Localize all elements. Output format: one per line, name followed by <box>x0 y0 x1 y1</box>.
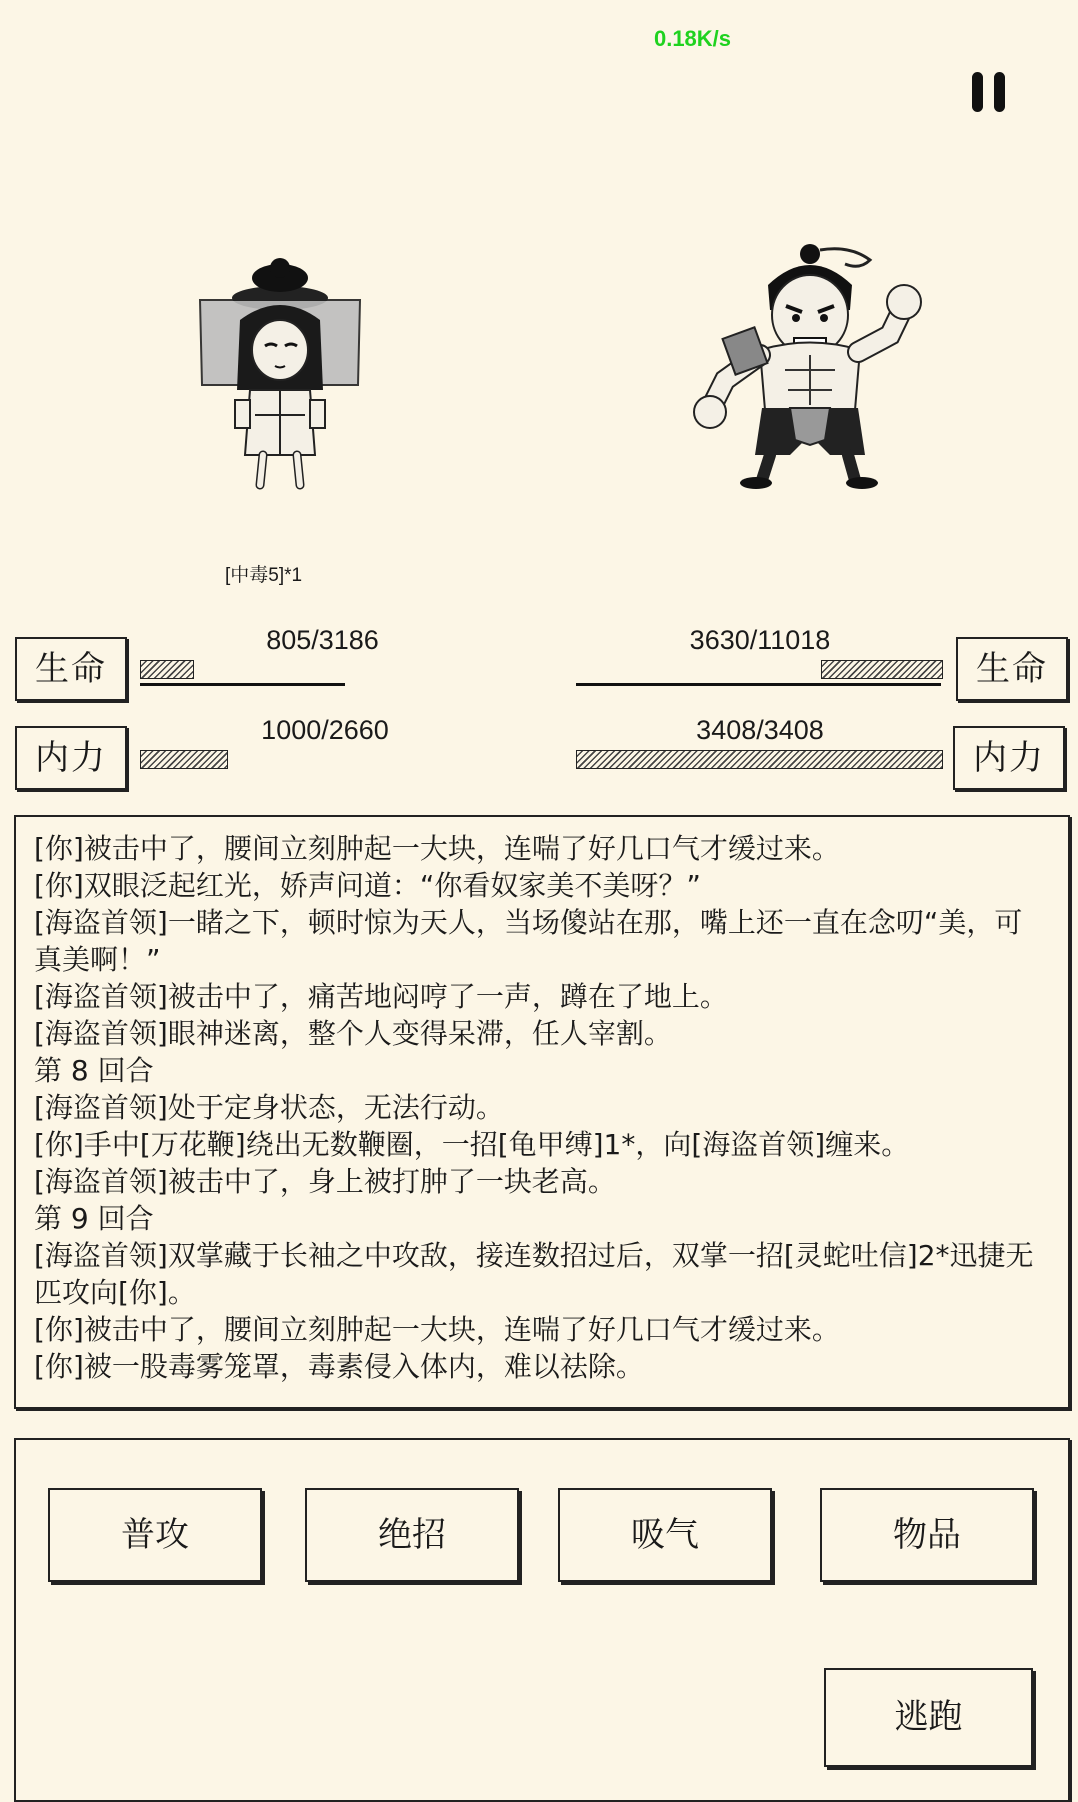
battle-log-line: [海盗首领]被击中了，身上被打肿了一块老高。 <box>34 1165 616 1198</box>
flee-button[interactable]: 逃跑 <box>824 1668 1033 1767</box>
pause-button[interactable] <box>968 70 1012 114</box>
network-speed: 0.18K/s <box>653 26 732 51</box>
battle-log-line: [你]被击中了，腰间立刻肿起一大块，连喘了好几口气才缓过来。 <box>34 1313 840 1346</box>
player-hp-bar-track <box>140 683 345 686</box>
enemy-hp-value: 3630/11018 <box>689 625 831 655</box>
battle-log-line: [你]被击中了，腰间立刻肿起一大块，连喘了好几口气才缓过来。 <box>34 832 840 865</box>
player-mp-label: 内力 <box>15 726 127 790</box>
battle-log-line: 第 8 回合 <box>34 1054 154 1087</box>
battle-log-line: 第 9 回合 <box>34 1202 154 1235</box>
battle-log-panel[interactable] <box>14 815 1070 1409</box>
enemy-mp-value: 3408/3408 <box>696 715 824 745</box>
battle-log-line: [海盗首领]一睹之下，顿时惊为天人，当场傻站在那，嘴上还一直在念叨“美，可真美啊！” <box>34 906 1023 976</box>
ultimate-skill-button[interactable]: 绝招 <box>305 1488 519 1582</box>
pause-icon <box>972 72 983 112</box>
enemy-hp-bar-track <box>576 683 941 686</box>
breathe-button[interactable]: 吸气 <box>558 1488 772 1582</box>
enemy-hp-label: 生命 <box>956 637 1068 701</box>
player-hp-label: 生命 <box>15 637 127 701</box>
battle-log-line: [海盗首领]被击中了，痛苦地闷哼了一声，蹲在了地上。 <box>34 980 728 1013</box>
battle-log-lines <box>34 830 1050 1385</box>
normal-attack-button[interactable]: 普攻 <box>48 1488 262 1582</box>
battle-log-line: [你]被一股毒雾笼罩，毒素侵入体内，难以祛除。 <box>34 1350 644 1383</box>
items-button[interactable]: 物品 <box>820 1488 1034 1582</box>
enemy-character-figure <box>690 240 935 490</box>
enemy-hp-bar <box>821 660 943 679</box>
player-hp-value: 805/3186 <box>266 625 379 655</box>
player-character-figure <box>195 240 365 500</box>
battle-log-line: [你]手中[万花鞭]绕出无数鞭圈，一招[龟甲缚]1*，向[海盗首领]缠来。 <box>34 1128 910 1161</box>
battle-log-line: [海盗首领]处于定身状态，无法行动。 <box>34 1091 504 1124</box>
player-mp-value: 1000/2660 <box>261 715 389 745</box>
player-mp-bar <box>140 750 228 769</box>
enemy-mp-bar <box>576 750 943 769</box>
player-hp-bar <box>140 660 194 679</box>
battle-log-line: [海盗首领]眼神迷离，整个人变得呆滞，任人宰割。 <box>34 1017 672 1050</box>
poison-status-effect: [中毒5]*1 <box>225 565 303 586</box>
battle-log-line: [你]双眼泛起红光，娇声问道：“你看奴家美不美呀？” <box>34 869 701 902</box>
enemy-mp-label: 内力 <box>953 726 1065 790</box>
battle-log-line: [海盗首领]双掌藏于长袖之中攻敌，接连数招过后，双掌一招[灵蛇吐信]2*迅捷无匹攻向[你]。 <box>34 1239 1034 1309</box>
